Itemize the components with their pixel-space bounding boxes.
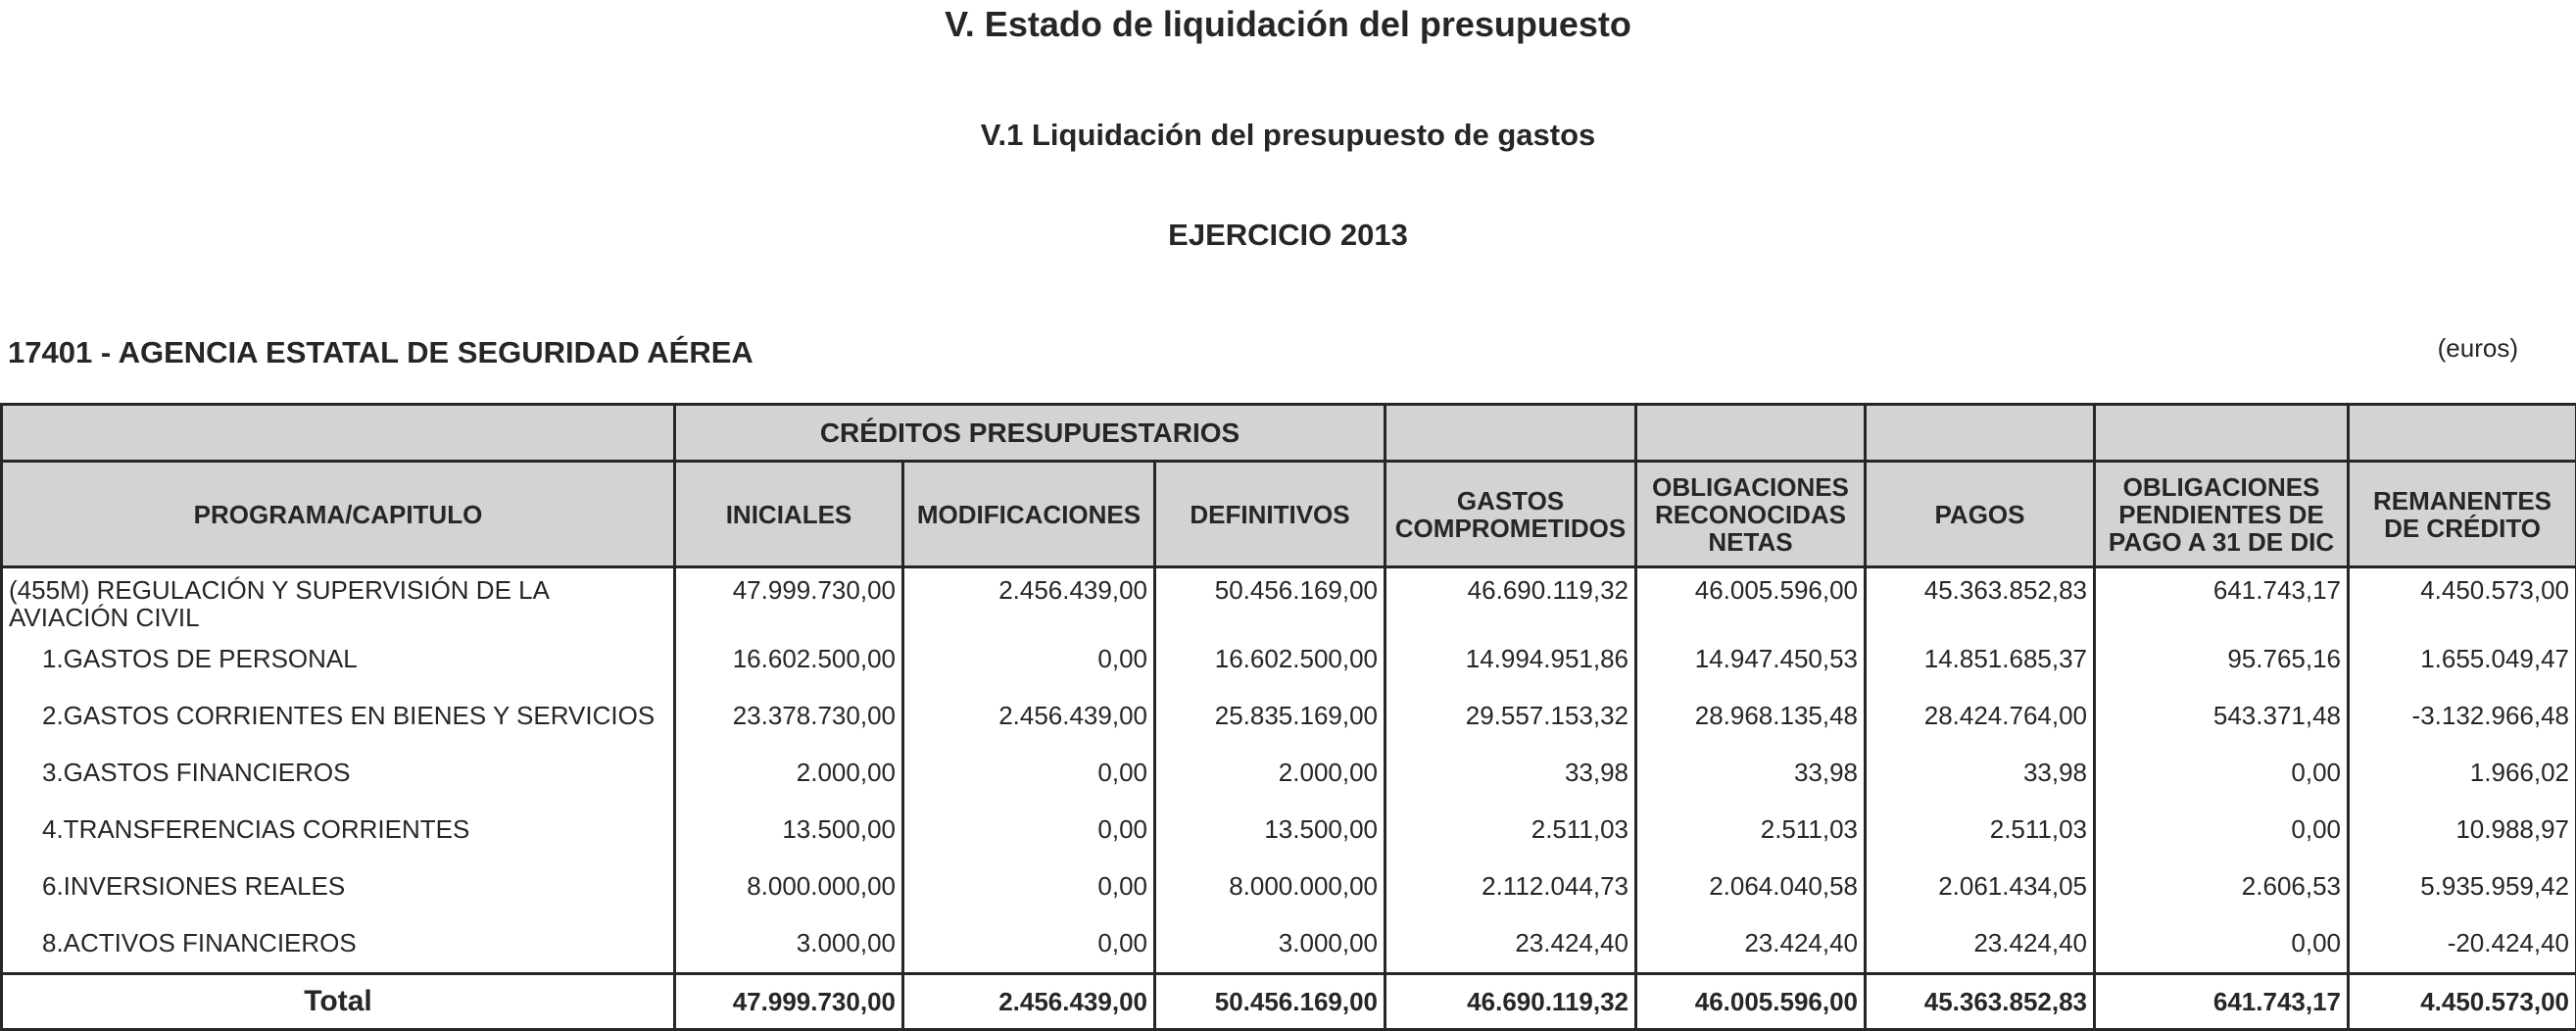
row-label: 8.ACTIVOS FINANCIEROS <box>2 925 675 974</box>
cell-obligaciones-reconocidas: 28.968.135,48 <box>1636 698 1866 755</box>
cell-obligaciones-pendientes: 0,00 <box>2095 755 2349 811</box>
col-header-pagos: PAGOS <box>1866 462 2095 567</box>
cell-iniciales: 13.500,00 <box>675 811 903 868</box>
cell-definitivos: 2.000,00 <box>1155 755 1385 811</box>
cell-pagos: 2.061.434,05 <box>1866 868 2095 925</box>
col-header-remanentes: REMANENTES DE CRÉDITO <box>2349 462 2576 567</box>
cell-gastos-comprometidos: 2.511,03 <box>1385 811 1636 868</box>
cell-remanentes: 1.655.049,47 <box>2349 641 2576 698</box>
table-row <box>2 641 2576 698</box>
cell-gastos-comprometidos: 14.994.951,86 <box>1385 641 1636 698</box>
cell-obligaciones-pendientes: 95.765,16 <box>2095 641 2349 698</box>
cell-obligaciones-reconocidas: 33,98 <box>1636 755 1866 811</box>
cell-obligaciones-pendientes: 543.371,48 <box>2095 698 2349 755</box>
table-row <box>2 755 2576 811</box>
cell-modificaciones: 0,00 <box>903 811 1155 868</box>
col-header-modificaciones: MODIFICACIONES <box>903 462 1155 567</box>
total-label: Total <box>2 974 675 1030</box>
table-row <box>2 698 2576 755</box>
cell-gastos-comprometidos: 23.424,40 <box>1385 925 1636 974</box>
cell-obligaciones-pendientes: 0,00 <box>2095 811 2349 868</box>
header-group-row <box>2 405 2576 462</box>
cell-obligaciones-pendientes: 0,00 <box>2095 925 2349 974</box>
col-header-definitivos: DEFINITIVOS <box>1155 462 1385 567</box>
cell-definitivos: 25.835.169,00 <box>1155 698 1385 755</box>
cell-modificaciones: 0,00 <box>903 755 1155 811</box>
total-obligaciones-reconocidas: 46.005.596,00 <box>1636 974 1866 1030</box>
cell-modificaciones: 2.456.439,00 <box>903 567 1155 642</box>
row-label: 4.TRANSFERENCIAS CORRIENTES <box>2 811 675 868</box>
cell-iniciales: 3.000,00 <box>675 925 903 974</box>
table-row <box>2 567 2576 642</box>
cell-iniciales: 47.999.730,00 <box>675 567 903 642</box>
total-modificaciones: 2.456.439,00 <box>903 974 1155 1030</box>
main-title: V. Estado de liquidación del presupuesto <box>0 4 2576 45</box>
cell-remanentes: -3.132.966,48 <box>2349 698 2576 755</box>
cell-obligaciones-reconocidas: 23.424,40 <box>1636 925 1866 974</box>
col-header-iniciales: INICIALES <box>675 462 903 567</box>
table-row <box>2 868 2576 925</box>
budget-table <box>0 403 2576 1031</box>
col-header-obligaciones-reconocidas: OBLIGACIONES RECONOCIDAS NETAS <box>1636 462 1866 567</box>
total-gastos-comprometidos: 46.690.119,32 <box>1385 974 1636 1030</box>
cell-remanentes: 5.935.959,42 <box>2349 868 2576 925</box>
cell-obligaciones-reconocidas: 2.064.040,58 <box>1636 868 1866 925</box>
cell-definitivos: 16.602.500,00 <box>1155 641 1385 698</box>
row-label: 3.GASTOS FINANCIEROS <box>2 755 675 811</box>
header-blank-cell <box>2095 405 2349 462</box>
cell-gastos-comprometidos: 29.557.153,32 <box>1385 698 1636 755</box>
fiscal-year-title: EJERCICIO 2013 <box>0 218 2576 253</box>
cell-pagos: 23.424,40 <box>1866 925 2095 974</box>
cell-iniciales: 16.602.500,00 <box>675 641 903 698</box>
header-blank-cell <box>2 405 675 462</box>
cell-remanentes: 4.450.573,00 <box>2349 567 2576 642</box>
cell-definitivos: 50.456.169,00 <box>1155 567 1385 642</box>
header-blank-cell <box>2349 405 2576 462</box>
entity-heading: 17401 - AGENCIA ESTATAL DE SEGURIDAD AÉREA <box>8 335 753 370</box>
group-header-creditos: CRÉDITOS PRESUPUESTARIOS <box>675 405 1385 462</box>
cell-pagos: 28.424.764,00 <box>1866 698 2095 755</box>
total-pagos: 45.363.852,83 <box>1866 974 2095 1030</box>
row-label: 2.GASTOS CORRIENTES EN BIENES Y SERVICIOS <box>2 698 675 755</box>
column-header-row <box>2 462 2576 567</box>
cell-obligaciones-pendientes: 2.606,53 <box>2095 868 2349 925</box>
cell-gastos-comprometidos: 46.690.119,32 <box>1385 567 1636 642</box>
table-row <box>2 811 2576 868</box>
cell-definitivos: 3.000,00 <box>1155 925 1385 974</box>
cell-remanentes: 10.988,97 <box>2349 811 2576 868</box>
cell-pagos: 2.511,03 <box>1866 811 2095 868</box>
table-row <box>2 925 2576 974</box>
row-label: 6.INVERSIONES REALES <box>2 868 675 925</box>
total-row <box>2 974 2576 1030</box>
cell-iniciales: 2.000,00 <box>675 755 903 811</box>
cell-modificaciones: 2.456.439,00 <box>903 698 1155 755</box>
cell-remanentes: 1.966,02 <box>2349 755 2576 811</box>
total-remanentes: 4.450.573,00 <box>2349 974 2576 1030</box>
cell-remanentes: -20.424,40 <box>2349 925 2576 974</box>
col-header-gastos-comprometidos: GASTOS COMPROMETIDOS <box>1385 462 1636 567</box>
cell-definitivos: 13.500,00 <box>1155 811 1385 868</box>
cell-modificaciones: 0,00 <box>903 641 1155 698</box>
header-blank-cell <box>1385 405 1636 462</box>
row-label: 1.GASTOS DE PERSONAL <box>2 641 675 698</box>
cell-gastos-comprometidos: 33,98 <box>1385 755 1636 811</box>
cell-pagos: 45.363.852,83 <box>1866 567 2095 642</box>
section-subtitle: V.1 Liquidación del presupuesto de gastos <box>0 118 2576 153</box>
cell-modificaciones: 0,00 <box>903 868 1155 925</box>
cell-obligaciones-reconocidas: 46.005.596,00 <box>1636 567 1866 642</box>
cell-iniciales: 8.000.000,00 <box>675 868 903 925</box>
cell-pagos: 14.851.685,37 <box>1866 641 2095 698</box>
cell-pagos: 33,98 <box>1866 755 2095 811</box>
row-label: (455M) REGULACIÓN Y SUPERVISIÓN DE LA AVIACIÓN CIVIL <box>2 567 675 642</box>
col-header-obligaciones-pendientes: OBLIGACIONES PENDIENTES DE PAGO A 31 DE DIC <box>2095 462 2349 567</box>
cell-obligaciones-reconocidas: 2.511,03 <box>1636 811 1866 868</box>
units-label: (euros) <box>2438 333 2518 364</box>
col-header-programa: PROGRAMA/CAPITULO <box>2 462 675 567</box>
cell-obligaciones-pendientes: 641.743,17 <box>2095 567 2349 642</box>
cell-iniciales: 23.378.730,00 <box>675 698 903 755</box>
total-definitivos: 50.456.169,00 <box>1155 974 1385 1030</box>
total-iniciales: 47.999.730,00 <box>675 974 903 1030</box>
header-blank-cell <box>1866 405 2095 462</box>
header-blank-cell <box>1636 405 1866 462</box>
cell-obligaciones-reconocidas: 14.947.450,53 <box>1636 641 1866 698</box>
cell-modificaciones: 0,00 <box>903 925 1155 974</box>
cell-gastos-comprometidos: 2.112.044,73 <box>1385 868 1636 925</box>
total-obligaciones-pendientes: 641.743,17 <box>2095 974 2349 1030</box>
cell-definitivos: 8.000.000,00 <box>1155 868 1385 925</box>
